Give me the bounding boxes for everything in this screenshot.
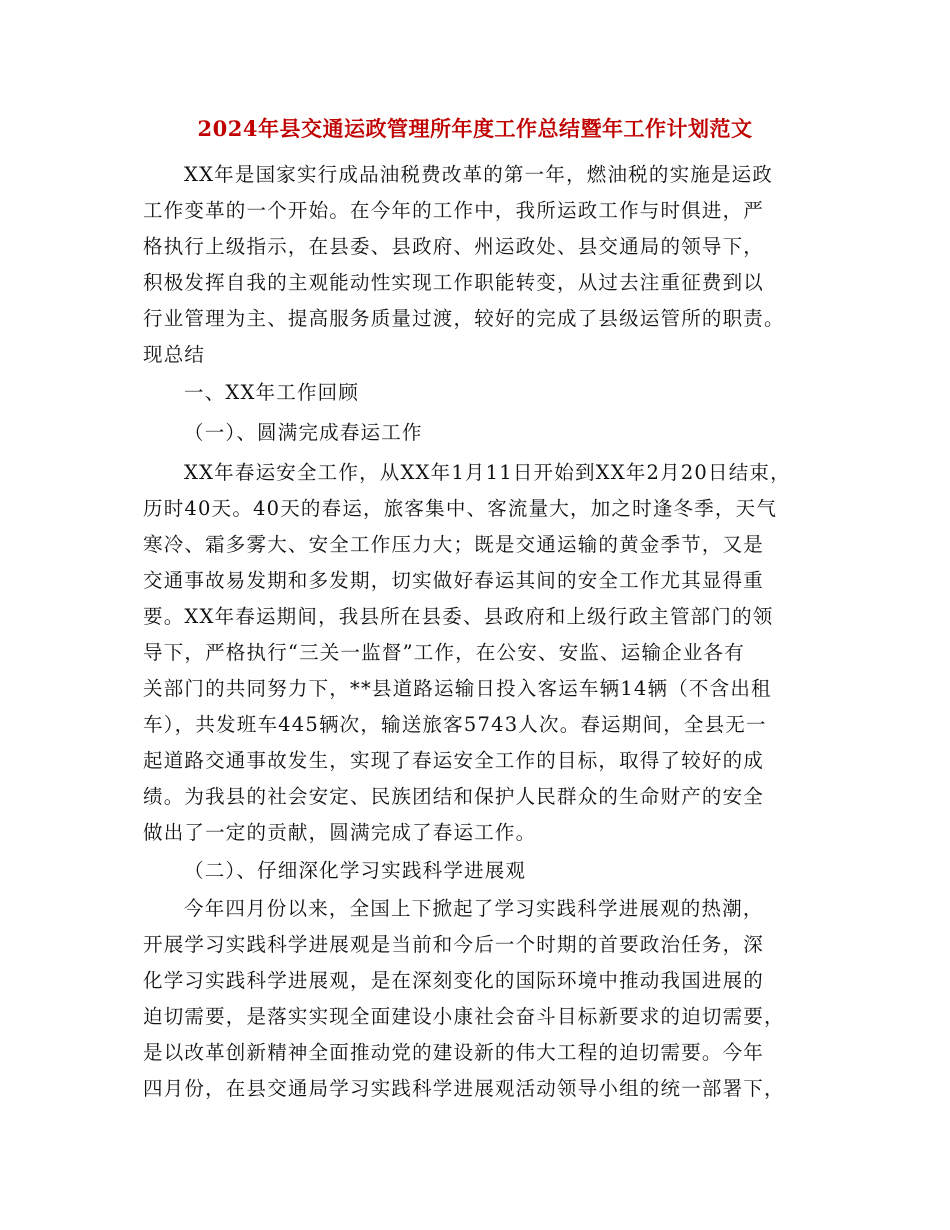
- body-line: 现总结: [143, 343, 206, 366]
- subsection-heading: （二）、仔细深化学习实践科学进展观: [184, 859, 527, 882]
- body-line: 车），共发班车445辆次，输送旅客5743人次。春运期间，全县无一: [143, 713, 767, 736]
- body-line: 格执行上级指示，在县委、县政府、州运政处、县交通局的领导下，: [143, 235, 765, 258]
- body-line: XX年春运安全工作，从XX年1月11日开始到XX年2月20日结束，: [184, 461, 791, 484]
- body-line: 要。XX年春运期间，我县所在县委、县政府和上级行政主管部门的领: [143, 605, 774, 628]
- body-line: 行业管理为主、提高服务质量过渡，较好的完成了县级运管所的职责。: [143, 307, 785, 330]
- body-line: 关部门的共同努力下，**县道路运输日投入客运车辆14辆（不含出租: [143, 677, 772, 700]
- body-line: 化学习实践科学进展观，是在深刻变化的国际环境中推动我国进展的: [143, 969, 765, 992]
- section-heading: 一、XX年工作回顾: [184, 381, 360, 404]
- body-line: 历时40天。40天的春运，旅客集中、客流量大，加之时逢冬季，天气: [143, 497, 778, 520]
- body-line: 积极发挥自我的主观能动性实现工作职能转变，从过去注重征费到以: [143, 271, 765, 294]
- body-line: 绩。为我县的社会安定、民族团结和保护人民群众的生命财产的安全: [143, 785, 765, 808]
- body-line: 交通事故易发期和多发期，切实做好春运其间的安全工作尤其显得重: [143, 569, 765, 592]
- body-line: 起道路交通事故发生，实现了春运安全工作的目标，取得了较好的成: [143, 749, 765, 772]
- body-line: 寒冷、霜多雾大、安全工作压力大；既是交通运输的黄金季节，又是: [143, 533, 765, 556]
- body-line: 迫切需要，是落实实现全面建设小康社会奋斗目标新要求的迫切需要，: [143, 1005, 785, 1028]
- body-line: 开展学习实践科学进展观是当前和今后一个时期的首要政治任务，深: [143, 933, 765, 956]
- body-line: 四月份，在县交通局学习实践科学进展观活动领导小组的统一部署下，: [143, 1077, 785, 1100]
- body-line: 工作变革的一个开始。在今年的工作中，我所运政工作与时俱进，严: [143, 199, 765, 222]
- body-line: 今年四月份以来，全国上下掀起了学习实践科学进展观的热潮，: [184, 897, 764, 920]
- body-line: 是以改革创新精神全面推动党的建设新的伟大工程的迫切需要。今年: [143, 1041, 765, 1064]
- document-title: 2024年县交通运政管理所年度工作总结暨年工作计划范文: [197, 116, 753, 141]
- body-line: XX年是国家实行成品油税费改革的第一年，燃油税的实施是运政: [184, 163, 774, 186]
- body-line: 导下，严格执行“三关一监督”工作，在公安、安监、运输企业各有: [143, 641, 745, 664]
- body-line: 做出了一定的贡献，圆满完成了春运工作。: [143, 821, 537, 844]
- subsection-heading: （一）、圆满完成春运工作: [184, 421, 423, 444]
